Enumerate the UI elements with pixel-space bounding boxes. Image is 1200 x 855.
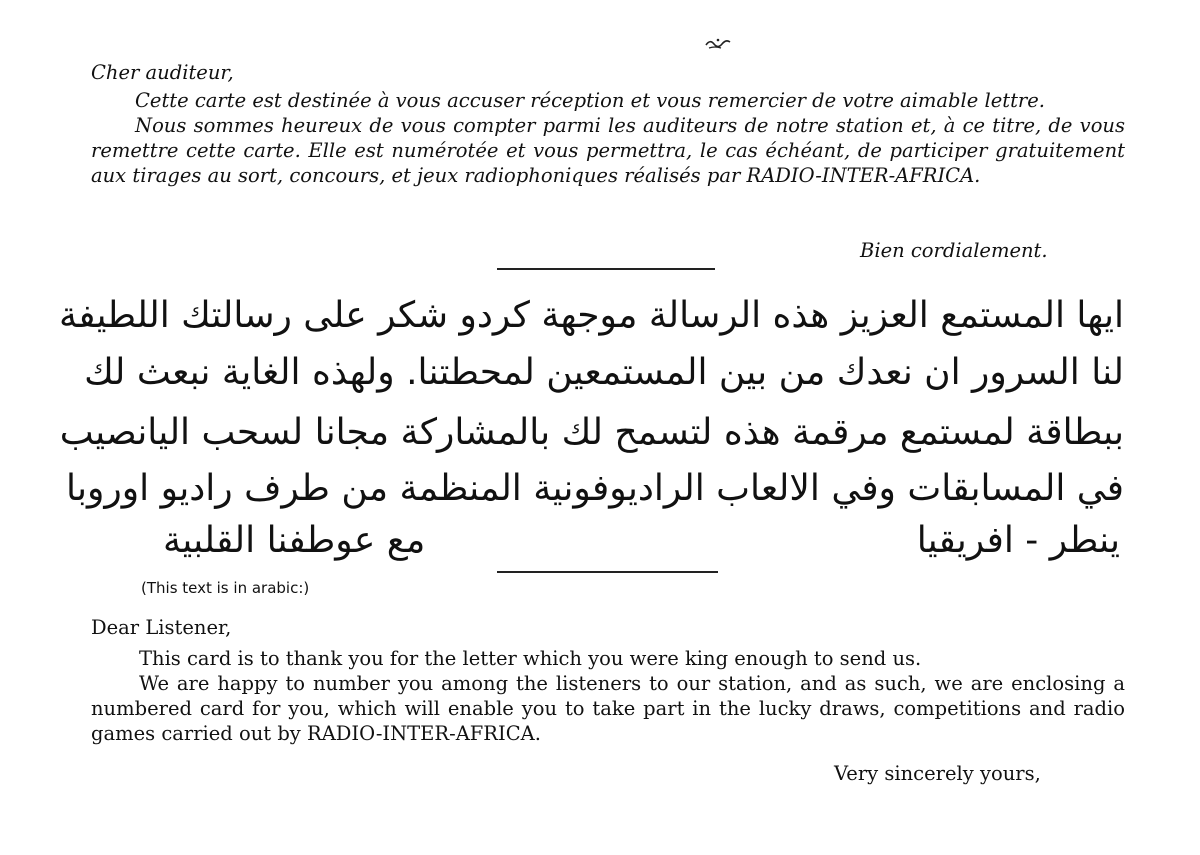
- french-closing: Bien cordialement.: [860, 239, 1048, 262]
- ornament-mark: [703, 36, 733, 52]
- english-paragraph-1: This card is to thank you for the letter which you were king enough to send us.: [139, 647, 922, 670]
- english-paragraph-2: We are happy to number you among the listeners to our station, and as such, we are enclosing a numbered card for you, which will enable you to take part in the lucky draws, competitions and radio games carried out by RADIO-INTER-AFRICA.: [91, 672, 1125, 745]
- arabic-closing: مع عوطفنا القلبية: [163, 520, 426, 561]
- french-body: [91, 88, 1125, 188]
- english-greeting: Dear Listener,: [91, 616, 232, 639]
- arabic-line-4: في المسابقات وفي الالعاب الراديوفونية المنظمة من طرف راديو اوروبا: [66, 468, 1124, 509]
- divider-bottom: [497, 571, 718, 573]
- english-closing: Very sincerely yours,: [834, 762, 1041, 785]
- arabic-line-2: لنا السرور ان نعدك من بين المستمعين لمحطتنا. ولهذه الغاية نبعث لك: [84, 352, 1124, 393]
- french-paragraph-2: Nous sommes heureux de vous compter parmi les auditeurs de notre station et, à ce titre, de vous remettre cette carte. Elle est numérotée et vous permettra, le cas échéant, de participer gratuitement aux tirages au sort, concours, et jeux radiophoniques réalisés par RADIO-INTER-AFRICA.: [91, 114, 1125, 187]
- arabic-note: (This text is in arabic:): [141, 579, 310, 597]
- arabic-line-5-right: ينطر - افريقيا: [916, 520, 1120, 561]
- arabic-line-3: ببطاقة لمستمع مرقمة هذه لتسمح لك بالمشاركة مجانا لسحب اليانصيب: [59, 412, 1124, 453]
- french-paragraph-1: Cette carte est destinée à vous accuser réception et vous remercier de votre aimable lettre.: [135, 89, 1045, 112]
- english-body: [91, 646, 1125, 746]
- french-greeting: Cher auditeur,: [91, 61, 234, 84]
- arabic-line-1: ايها المستمع العزيز هذه الرسالة موجهة كردو شكر على رسالتك اللطيفة: [58, 295, 1124, 336]
- divider-top: [497, 268, 715, 270]
